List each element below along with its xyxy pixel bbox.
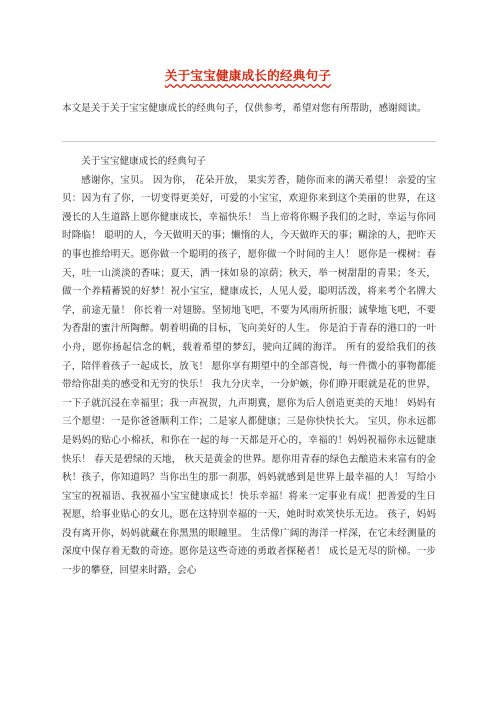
- document-summary: 本文是关于关于宝宝健康成长的经典句子，仅供参考，希望对您有所帮助，感谢阅读。: [62, 103, 427, 114]
- body-paragraph: 感谢你，宝贝。 因为你， 花朵开放， 果实芳香，随你而来的满天希望！ 亲爱的宝贝：因为有了你，一切变得更美好，可爱的小宝宝，欢迎你来到这个美丽的世界，在这漫长的人生道路上愿你健康成长，幸福快乐！ 当上帝将你赐予我们的之时，幸运与你同时降临！ 聪明的人，今天做明天的事；懒惰的人，今天做昨天的事；糊涂的人，把昨天的事也推给明天。愿你做一个聪明的孩子，愿你做一个时间的主人！ 愿你是一棵树：春天，吐一山淡淡的香味；夏天，洒一抹如泉的凉荫；秋天，举一树甜甜的青果；冬天，做一个养精蓄锐的好梦！祝小宝宝，健康成长，人见人爱，聪明活泼，将来考个名牌大学，前途无量！ 你长着一对翅膀。坚韧地飞吧，不要为风雨所折服；诚挚地飞吧，不要为香甜的蜜汁所陶醉。朝着明确的目标，飞向美好的人生。 你是泊于青春的港口的一叶小舟，愿你扬起信念的帆，载着希望的梦幻，驶向辽阔的海洋。 所有的爱给我们的孩子，陪伴着孩子一起成长，放飞！ 愿你享有期望中的全部喜悦，每一件微小的事物都能带给你甜美的感受和无穷的快乐！ 我九分庆幸，一分妒嫉，你们睁开眼就是花的世界，一下子就沉浸在幸福里；我一声祝贺，九声期冀，愿你为后人创造更美的天地！ 妈妈有三个愿望：一是你爸爸顺利工作；二是家人都健康；三是你快快长大。 宝贝，你永远都是妈妈的贴心小棉袄，和你在一起的每一天都是开心的，幸福的！妈妈祝福你永远健康快乐！ 春天是碧绿的天地， 秋天是黄金的世界。愿你用青春的绿色去酿造未来富有的金秋！孩子，你知道吗？当你出生的那一刹那，妈妈就感到是世界上最幸福的人！ 写给小宝宝的祝福语、我祝福小宝宝健康成长！快乐幸福！将来一定事业有成！把善爱的生日祝愿，给事业贴心的女儿，愿在这特别幸福的一天，她时时欢笑快乐无边。 孩子，妈妈没有离开你，妈妈就藏在你黑黑的眼瞳里。 生活像广阔的海洋一样深，在它未经测量的深度中保存着无数的奇迹。愿你是这些奇迹的勇敢者探秘者！ 成长是无尽的阶梯。一步一步的攀登，回望来时路，会心: [62, 174, 436, 577]
- document-title: 关于宝宝健康成长的经典句子: [164, 68, 332, 83]
- document-body: [62, 153, 436, 581]
- section-heading: 关于宝宝健康成长的经典句子: [81, 156, 206, 167]
- section-divider: [62, 141, 436, 142]
